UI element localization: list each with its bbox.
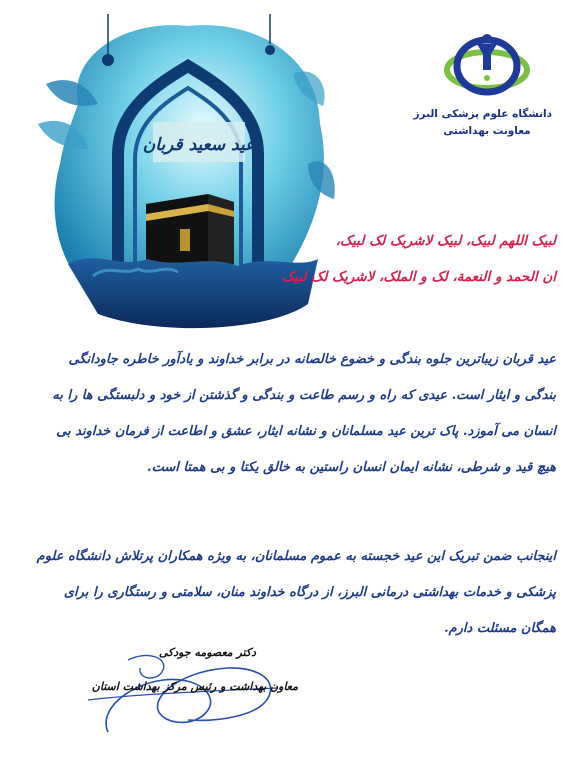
- message-paragraph-2: اینجانب ضمن تبریک این عید خجسته به عموم مسلمانان، به ویژه همکاران پرتلاش دانشگاه علوم پزشکی و خدمات بهداشتی درمانی البرز، از درگاه خداوند منان، سلامتی و رستگاری را برای همگان مسئلت دارم.: [36, 549, 556, 636]
- prayer-line-2: ان الحمد و النعمة، لک و الملک، لاشریک لک لبیک: [282, 269, 556, 285]
- prayer-line-1: لبیک اللهم لبیک، لبیک لاشریک لک لبیک،: [335, 233, 556, 249]
- eid-artwork: [38, 14, 338, 334]
- university-emblem-icon: [441, 30, 533, 106]
- eid-illustration: [38, 14, 338, 334]
- university-logo: [413, 30, 552, 170]
- department-name: معاونت بهداشتی: [443, 125, 531, 137]
- signatory-name: دکتر معصومه جودکی: [158, 646, 256, 659]
- signature-block: [68, 640, 298, 750]
- university-name: دانشگاه علوم پزشکی البرز: [413, 108, 552, 120]
- calligraphy-text: عید سعید قربان: [142, 135, 256, 155]
- calligraphy-banner: [143, 122, 256, 162]
- message-paragraph-1: عید قربان زیباترین جلوه بندگی و خضوع خالصانه در برابر خداوند و یادآور خاطره جاودانگی بندگی و ایثار است. عیدی که راه و رسم طاعت و بندگی و گذشتن از خود و دلبستگی ها را به انسان می آموزد. پاک ترین عید مسلمانان و نشانه ایثار، عشق و اطاعت از فرمان خداوند بی هیچ قید و شرطی، نشانه ایمان انسان راستین به خالق یکتا و بی همتا است.: [52, 352, 556, 475]
- signatory-title: معاون بهداشت و رئیس مرکز بهداشت استان: [91, 680, 298, 693]
